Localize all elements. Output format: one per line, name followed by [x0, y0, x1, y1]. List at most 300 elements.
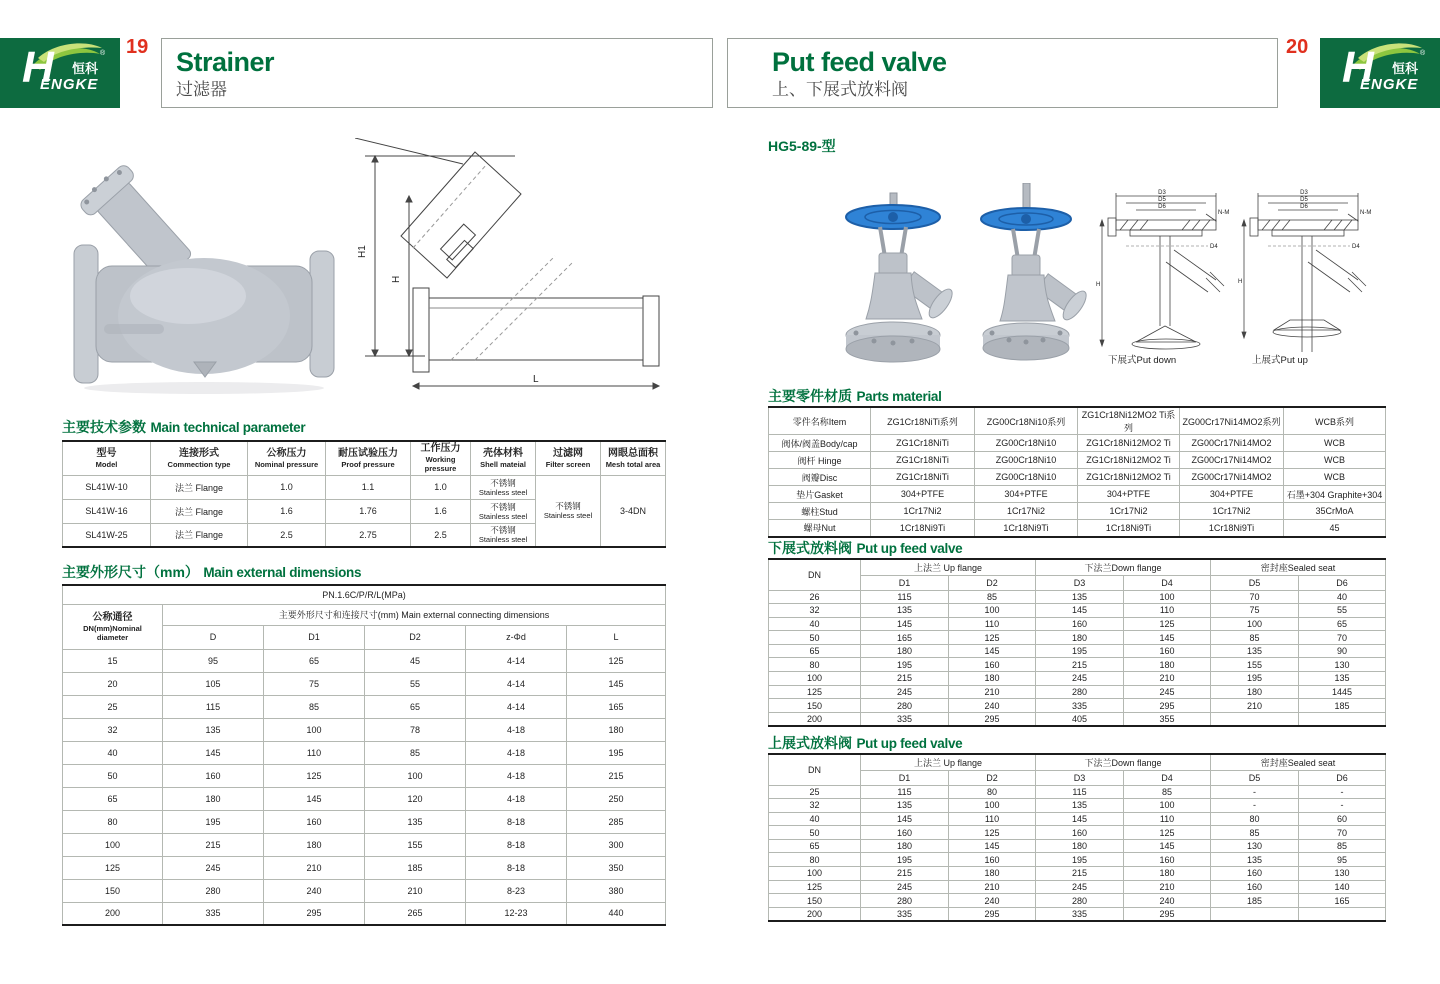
cell: 165 [861, 631, 949, 645]
header-cell: 密封座Sealed seat [1211, 559, 1386, 575]
cell: 135 [1036, 590, 1124, 604]
caption-put-down: 下展式Put down [1108, 355, 1177, 366]
valve-drawing-up [1238, 188, 1376, 356]
cell: 195 [861, 658, 949, 672]
cell: 45 [1284, 520, 1386, 537]
cell: 1Cr17Ni2 [1078, 503, 1180, 520]
cell: 215 [567, 764, 666, 787]
cell: 75 [1211, 604, 1299, 618]
cell: 125 [567, 649, 666, 672]
cell: 100 [949, 799, 1036, 813]
cell: 280 [1036, 685, 1124, 699]
external-dimensions-table [62, 584, 666, 926]
cell: 405 [1036, 712, 1124, 726]
cell: 20 [63, 672, 163, 695]
header-cell: D6 [1299, 770, 1386, 785]
cell: SL41W-25 [63, 523, 151, 547]
cell: 65 [769, 839, 861, 853]
svg-text:D6: D6 [1158, 204, 1166, 210]
cell: 130 [1299, 658, 1386, 672]
cell: WCB [1284, 435, 1386, 452]
right-title-en: Put feed valve [772, 47, 947, 77]
section-title-tech: 主要技术参数 Main technical parameter [62, 419, 306, 435]
cell: 1.6 [411, 499, 471, 523]
cell: 法兰 Flange [151, 475, 248, 499]
cell: 石墨+304 Graphite+304 [1284, 486, 1386, 503]
cell: 155 [1211, 658, 1299, 672]
cell: 145 [861, 812, 949, 826]
cell: 180 [949, 867, 1036, 881]
header-cell: 零件名称Item [769, 407, 871, 435]
cell: 100 [1124, 590, 1211, 604]
cell: 145 [163, 741, 264, 764]
cell: 195 [861, 853, 949, 867]
header-cell: 壳体材料 Shell mateial [471, 441, 536, 475]
right-title-cn: 上、下展式放料阀 [772, 80, 908, 99]
cell [1211, 712, 1299, 726]
cell: 145 [949, 839, 1036, 853]
cell: 210 [365, 879, 466, 902]
header-cell: 下法兰Down flange [1036, 754, 1211, 770]
cell: 8-18 [466, 856, 567, 879]
cell: 25 [63, 695, 163, 718]
valve-photo-up [962, 183, 1094, 373]
cell: 95 [163, 649, 264, 672]
cell: 245 [163, 856, 264, 879]
cell: 180 [1124, 867, 1211, 881]
cell: 335 [861, 712, 949, 726]
cell: 1.6 [248, 499, 326, 523]
cell: 50 [769, 826, 861, 840]
cell: 210 [264, 856, 365, 879]
header-cell: PN.1.6C/P/R/L(MPa) [63, 585, 666, 604]
cell: 180 [567, 718, 666, 741]
cell: ZG1Cr18Ni12MO2 Ti [1078, 452, 1180, 469]
cell: - [1299, 799, 1386, 813]
cell: 120 [365, 787, 466, 810]
cell: ZG1Cr18NiTi [871, 435, 975, 452]
cell: 110 [1124, 812, 1211, 826]
cell: 145 [861, 617, 949, 631]
cell: 1Cr18Ni9Ti [1078, 520, 1180, 537]
cell: 135 [163, 718, 264, 741]
cell: 1.1 [326, 475, 411, 499]
cell: 4-18 [466, 787, 567, 810]
cell: 45 [365, 649, 466, 672]
cell: 280 [861, 699, 949, 713]
cell: 115 [861, 590, 949, 604]
registered-mark: ® [100, 50, 106, 57]
header-cell: DN [769, 559, 861, 590]
svg-text:D4: D4 [1352, 244, 1360, 250]
cell: 40 [63, 741, 163, 764]
tech-parameter-table [62, 440, 666, 548]
cell: ZG1Cr18NiTi [871, 469, 975, 486]
header-cell: z-Φd [466, 625, 567, 649]
cell: 2.75 [326, 523, 411, 547]
cell: 1.76 [326, 499, 411, 523]
cell: 304+PTFE [975, 486, 1078, 503]
cell: 85 [1211, 631, 1299, 645]
cell: 215 [861, 867, 949, 881]
cell: 245 [1036, 880, 1124, 894]
cell: 335 [1036, 907, 1124, 921]
cell: 160 [1124, 644, 1211, 658]
cell: 335 [163, 902, 264, 925]
cell: ZG00Cr17Ni14MO2 [1180, 469, 1284, 486]
svg-text:L: L [533, 374, 539, 385]
cell: 法兰 Flange [151, 499, 248, 523]
cell: 240 [1124, 894, 1211, 908]
cell: ZG00Cr18Ni10 [975, 435, 1078, 452]
cell: 145 [567, 672, 666, 695]
cell: 150 [63, 879, 163, 902]
cell: 100 [365, 764, 466, 787]
svg-text:H: H [1238, 279, 1243, 285]
cell: 215 [163, 833, 264, 856]
cell: 螺柱Stud [769, 503, 871, 520]
cell: 75 [264, 672, 365, 695]
cell: 195 [1211, 672, 1299, 686]
cell: WCB [1284, 469, 1386, 486]
header-cell: 网眼总面积 Mesh total area [601, 441, 666, 475]
cell: 不锈钢 Stainless steel [536, 475, 601, 547]
down-feed-valve-table [768, 558, 1386, 727]
cell: 15 [63, 649, 163, 672]
cell: 245 [861, 685, 949, 699]
svg-text:D4: D4 [1210, 244, 1218, 250]
svg-text:D5: D5 [1300, 197, 1308, 203]
cell: 85 [949, 590, 1036, 604]
cell: 280 [1036, 894, 1124, 908]
cell: 阀瓣Disc [769, 469, 871, 486]
cell: 135 [1211, 644, 1299, 658]
cell: 285 [567, 810, 666, 833]
cell: 150 [769, 894, 861, 908]
cell: 295 [264, 902, 365, 925]
cell: 195 [1036, 644, 1124, 658]
cell: 180 [949, 672, 1036, 686]
header-cell: D4 [1124, 770, 1211, 785]
cell: 2.5 [411, 523, 471, 547]
left-title-en: Strainer [176, 47, 275, 77]
cell: 不锈钢 Stainless steel [471, 499, 536, 523]
cell: 135 [365, 810, 466, 833]
cell: 1445 [1299, 685, 1386, 699]
cell: 1.0 [248, 475, 326, 499]
cell: 4-18 [466, 764, 567, 787]
cell: 不锈钢 Stainless steel [471, 475, 536, 499]
cell: 8-18 [466, 833, 567, 856]
cell: 165 [1299, 894, 1386, 908]
cell: 250 [567, 787, 666, 810]
cell: 65 [769, 644, 861, 658]
cell: 335 [1036, 699, 1124, 713]
cell: 135 [861, 604, 949, 618]
cell: 65 [365, 695, 466, 718]
cell: 145 [1124, 839, 1211, 853]
cell: 26 [769, 590, 861, 604]
cell: 4-18 [466, 741, 567, 764]
cell: 160 [264, 810, 365, 833]
cell: 60 [1299, 812, 1386, 826]
header-cell: 公称压力 Nominal pressure [248, 441, 326, 475]
cell: 215 [1036, 658, 1124, 672]
cell: 165 [567, 695, 666, 718]
header-cell: 上法兰 Up flange [861, 754, 1036, 770]
cell: 295 [1124, 699, 1211, 713]
cell: 185 [365, 856, 466, 879]
cell: 50 [769, 631, 861, 645]
cell: 110 [949, 812, 1036, 826]
cell: 105 [163, 672, 264, 695]
page-number-right: 20 [1286, 36, 1309, 58]
cell: 85 [1124, 785, 1211, 799]
left-page-header [161, 38, 713, 108]
cell: 85 [1299, 839, 1386, 853]
cell [1211, 907, 1299, 921]
cell: 法兰 Flange [151, 523, 248, 547]
cell: 78 [365, 718, 466, 741]
cell: 8-18 [466, 810, 567, 833]
svg-text:D3: D3 [1158, 190, 1166, 196]
cell: 阀体/阀盖Body/cap [769, 435, 871, 452]
cell: 355 [1124, 712, 1211, 726]
cell: 304+PTFE [1078, 486, 1180, 503]
header-cell: 型号 Model [63, 441, 151, 475]
cell: 85 [1211, 826, 1299, 840]
cell: 40 [769, 812, 861, 826]
header-cell: D1 [861, 770, 949, 785]
cell: 90 [1299, 644, 1386, 658]
cell: 25 [769, 785, 861, 799]
cell: 180 [861, 839, 949, 853]
cell: 不锈钢 Stainless steel [471, 523, 536, 547]
cell: 160 [1211, 880, 1299, 894]
cell [1299, 907, 1386, 921]
cell: 50 [63, 764, 163, 787]
cell: 85 [264, 695, 365, 718]
header-cell: D4 [1124, 575, 1211, 590]
cell: 1Cr17Ni2 [1180, 503, 1284, 520]
cell: 160 [163, 764, 264, 787]
left-title-cn: 过滤器 [176, 80, 227, 99]
cell: 180 [264, 833, 365, 856]
leaf-icon [0, 38, 120, 108]
header-cell: 密封座Sealed seat [1211, 754, 1386, 770]
cell: 210 [1124, 672, 1211, 686]
cell: 245 [861, 880, 949, 894]
cell: 185 [1211, 894, 1299, 908]
cell: 160 [1124, 853, 1211, 867]
page-number-left: 19 [126, 36, 149, 58]
cell: 145 [1124, 631, 1211, 645]
cell: 210 [949, 685, 1036, 699]
cell: - [1211, 785, 1299, 799]
cell: 100 [1124, 799, 1211, 813]
cell: 280 [163, 879, 264, 902]
cell: 350 [567, 856, 666, 879]
cell: 440 [567, 902, 666, 925]
cell: - [1299, 785, 1386, 799]
svg-text:D6: D6 [1300, 204, 1308, 210]
brand-logo-left [0, 38, 120, 108]
svg-text:N-M: N-M [1360, 210, 1372, 216]
cell: 135 [1299, 672, 1386, 686]
section-title-dims: 主要外形尺寸（mm） Main external dimensions [62, 564, 362, 580]
cell: 200 [769, 907, 861, 921]
cell: 4-14 [466, 649, 567, 672]
brand-letter: H [1342, 43, 1374, 92]
cell: 245 [1036, 672, 1124, 686]
header-cell: ZG00Cr18Ni10系列 [975, 407, 1078, 435]
cell: 4-18 [466, 718, 567, 741]
cell: ZG00Cr18Ni10 [975, 469, 1078, 486]
header-cell: ZG1Cr18NiTi系列 [871, 407, 975, 435]
header-cell: 工作压力 Working pressure [411, 441, 471, 475]
cell: 100 [769, 867, 861, 881]
header-cell: D1 [861, 575, 949, 590]
cell: 145 [949, 644, 1036, 658]
cell: 125 [949, 826, 1036, 840]
cell: 32 [63, 718, 163, 741]
cell: 1Cr17Ni2 [871, 503, 975, 520]
cell: 180 [1124, 658, 1211, 672]
cell: 130 [1211, 839, 1299, 853]
cell: 145 [264, 787, 365, 810]
cell: ZG00Cr17Ni14MO2 [1180, 435, 1284, 452]
cell: 185 [1299, 699, 1386, 713]
header-cell: 主要外形尺寸和连接尺寸(mm) Main external connecting dimensions [163, 604, 666, 625]
cell: 195 [163, 810, 264, 833]
cell: 160 [1211, 867, 1299, 881]
cell: 240 [949, 894, 1036, 908]
header-cell: D6 [1299, 575, 1386, 590]
registered-mark: ® [1420, 50, 1426, 57]
header-cell: 耐压试验压力 Proof pressure [326, 441, 411, 475]
cell: 80 [949, 785, 1036, 799]
cell: 180 [1211, 685, 1299, 699]
cell: 265 [365, 902, 466, 925]
section-title-up-valve: 上展式放料阀 Put up feed valve [768, 735, 963, 751]
cell: 380 [567, 879, 666, 902]
cell: SL41W-10 [63, 475, 151, 499]
svg-text:D5: D5 [1158, 197, 1166, 203]
cell: SL41W-16 [63, 499, 151, 523]
cell: 125 [63, 856, 163, 879]
cell: 280 [861, 894, 949, 908]
svg-text:H: H [391, 275, 402, 283]
cell: 70 [1299, 826, 1386, 840]
cell: 100 [1211, 617, 1299, 631]
header-cell: 过滤网 Filter screen [536, 441, 601, 475]
cell: 210 [1124, 880, 1211, 894]
header-cell: D5 [1211, 770, 1299, 785]
cell: 125 [769, 880, 861, 894]
cell: 145 [1036, 604, 1124, 618]
cell: 240 [264, 879, 365, 902]
cell: 70 [1299, 631, 1386, 645]
cell: ZG00Cr17Ni14MO2 [1180, 452, 1284, 469]
header-cell: L [567, 625, 666, 649]
section-title-parts: 主要零件材质 Parts material [768, 388, 942, 404]
brand-logo-right [1320, 38, 1440, 108]
header-cell: ZG1Cr18Ni12MO2 Ti系列 [1078, 407, 1180, 435]
header-cell: D2 [949, 575, 1036, 590]
header-cell: 下法兰Down flange [1036, 559, 1211, 575]
cell: 1Cr18Ni9Ti [975, 520, 1078, 537]
cell: 55 [1299, 604, 1386, 618]
cell: 160 [949, 658, 1036, 672]
cell: 295 [949, 907, 1036, 921]
cell: ZG1Cr18Ni12MO2 Ti [1078, 469, 1180, 486]
cell: ZG00Cr18Ni10 [975, 452, 1078, 469]
cell: 115 [1036, 785, 1124, 799]
cell: 12-23 [466, 902, 567, 925]
cell: 160 [861, 826, 949, 840]
header-cell: D [163, 625, 264, 649]
cell: 80 [769, 658, 861, 672]
cell: 180 [163, 787, 264, 810]
section-title-down-valve: 下展式放料阀 Put up feed valve [768, 540, 963, 556]
cell: 55 [365, 672, 466, 695]
svg-text:H1: H1 [357, 245, 368, 258]
cell: 1Cr18Ni9Ti [1180, 520, 1284, 537]
cell: 80 [1211, 812, 1299, 826]
strainer-photo [68, 148, 340, 400]
cell: 130 [1299, 867, 1386, 881]
cell: 295 [1124, 907, 1211, 921]
cell: 35CrMoA [1284, 503, 1386, 520]
cell: 80 [769, 853, 861, 867]
cell: 阀杆 Hinge [769, 452, 871, 469]
cell: 195 [567, 741, 666, 764]
cell: 200 [63, 902, 163, 925]
cell: 125 [1124, 826, 1211, 840]
cell: 335 [861, 907, 949, 921]
header-cell: D2 [949, 770, 1036, 785]
cell: 垫片Gasket [769, 486, 871, 503]
cell: 65 [1299, 617, 1386, 631]
cell: 110 [1124, 604, 1211, 618]
cell: 65 [264, 649, 365, 672]
cell: 110 [264, 741, 365, 764]
cell: 125 [769, 685, 861, 699]
cell: 210 [1211, 699, 1299, 713]
cell: 95 [1299, 853, 1386, 867]
cell: 215 [1036, 867, 1124, 881]
leaf-icon [1320, 38, 1440, 108]
cell: 210 [949, 880, 1036, 894]
up-feed-valve-table [768, 753, 1386, 922]
cell: 180 [1036, 839, 1124, 853]
cell: 245 [1124, 685, 1211, 699]
cell: 1.0 [411, 475, 471, 499]
cell: 150 [769, 699, 861, 713]
cell: 螺母Nut [769, 520, 871, 537]
cell: 160 [949, 853, 1036, 867]
valve-photo-down [828, 183, 960, 373]
cell: WCB [1284, 452, 1386, 469]
brand-name: ENGKE [1360, 76, 1419, 93]
cell: 135 [861, 799, 949, 813]
cell: 2.5 [248, 523, 326, 547]
cell: 155 [365, 833, 466, 856]
cell: 100 [949, 604, 1036, 618]
cell: 4-14 [466, 672, 567, 695]
cell: 304+PTFE [1180, 486, 1284, 503]
cell: 195 [1036, 853, 1124, 867]
